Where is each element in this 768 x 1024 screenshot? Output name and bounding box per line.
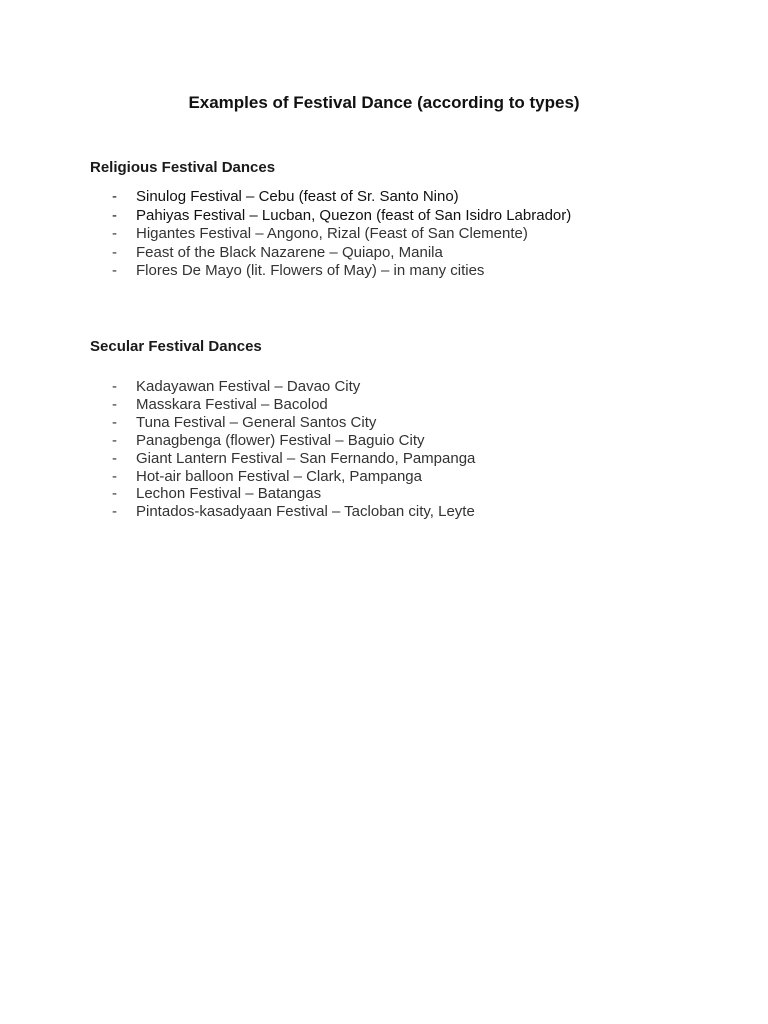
list-item-text: Panagbenga (flower) Festival – Baguio City bbox=[136, 431, 425, 449]
list-item-text: Pintados-kasadyaan Festival – Tacloban city, Leyte bbox=[136, 503, 475, 521]
list-item-text: Sinulog Festival – Cebu (feast of Sr. Santo Nino) bbox=[136, 188, 459, 205]
bullet-dash: - bbox=[112, 206, 117, 224]
bullet-dash: - bbox=[112, 449, 117, 467]
list-item-text: Feast of the Black Nazarene – Quiapo, Manila bbox=[136, 243, 443, 261]
list-item bbox=[112, 188, 571, 207]
list-item-text: Kadayawan Festival – Davao City bbox=[136, 378, 361, 395]
list-item bbox=[112, 432, 475, 450]
list-item bbox=[112, 207, 571, 226]
list-item bbox=[112, 244, 571, 263]
bullet-dash: - bbox=[112, 395, 117, 413]
list-item bbox=[112, 378, 475, 396]
bullet-dash: - bbox=[112, 262, 117, 279]
list-item bbox=[112, 262, 571, 281]
bullet-dash: - bbox=[112, 243, 117, 261]
list-item bbox=[112, 485, 475, 503]
list-item-text: Pahiyas Festival – Lucban, Quezon (feast of San Isidro Labrador) bbox=[136, 206, 572, 224]
section-heading-religious: Religious Festival Dances bbox=[90, 159, 276, 176]
secular-festival-list bbox=[112, 378, 475, 521]
list-item bbox=[112, 414, 475, 432]
list-item-text: Giant Lantern Festival – San Fernando, Pampanga bbox=[136, 449, 476, 467]
list-item bbox=[112, 396, 475, 414]
list-item-text: Masskara Festival – Bacolod bbox=[136, 395, 328, 413]
list-item bbox=[112, 225, 571, 244]
bullet-dash: - bbox=[112, 378, 117, 395]
list-item-text: Tuna Festival – General Santos City bbox=[136, 413, 377, 431]
bullet-dash: - bbox=[112, 431, 117, 449]
religious-festival-list bbox=[112, 188, 571, 281]
bullet-dash: - bbox=[112, 188, 117, 205]
list-item bbox=[112, 450, 475, 468]
section-heading-secular: Secular Festival Dances bbox=[90, 338, 262, 355]
bullet-dash: - bbox=[112, 413, 117, 431]
list-item-text: Flores De Mayo (lit. Flowers of May) – in many cities bbox=[136, 262, 485, 279]
list-item bbox=[112, 468, 475, 486]
list-item-text: Lechon Festival – Batangas bbox=[136, 485, 322, 503]
list-item-text: Hot-air balloon Festival – Clark, Pampanga bbox=[136, 467, 422, 485]
bullet-dash: - bbox=[112, 503, 117, 521]
bullet-dash: - bbox=[112, 225, 117, 242]
bullet-dash: - bbox=[112, 485, 117, 503]
list-item-text: Higantes Festival – Angono, Rizal (Feast of San Clemente) bbox=[136, 225, 528, 242]
list-item bbox=[112, 503, 475, 521]
document-title: Examples of Festival Dance (according to types) bbox=[188, 93, 580, 112]
bullet-dash: - bbox=[112, 467, 117, 485]
